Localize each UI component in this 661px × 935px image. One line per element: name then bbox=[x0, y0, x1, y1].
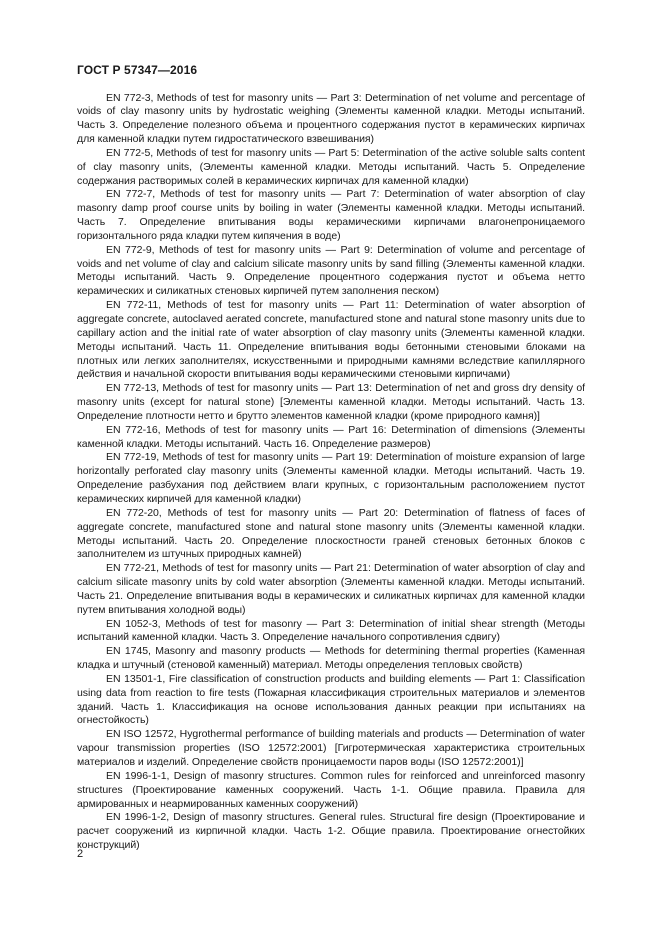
reference-en-1996-1-2: EN 1996-1-2, Design of masonry structures. General rules. Structural fire design (Проектирование и расчет сооружений из кирпичной кладки. Часть 1-2. Общие правила. Проектирование огнестойких конструкций) bbox=[77, 811, 585, 852]
reference-en-772-19: EN 772-19, Methods of test for masonry units — Part 19: Determination of moisture expansion of large horizontally perforated clay masonry units (Элементы каменной кладки. Методы испытаний. Часть 19. Определение разбухания под действием влаги крупных, с горизонтальным расположением пустот керамических кирпичей для каменной кладки) bbox=[77, 451, 585, 505]
reference-en-772-11: EN 772-11, Methods of test for masonry units — Part 11: Determination of water absorption of aggregate concrete, autoclaved aerated concrete, manufactured stone and natural stone masonry units due to capillary action and the initial rate of water absorption of clay masonry units (Элементы каменной кладки. Методы испытаний. Часть 11. Определение впитывания воды бетонными стеновыми блоками на плотных или легких заполнителях, искусственными и природными камнями вследствие капиллярного действия и начальной скорости впитывания воды керамическими стеновыми кирпичами) bbox=[77, 299, 585, 381]
reference-en-772-20: EN 772-20, Methods of test for masonry units — Part 20: Determination of flatness of faces of aggregate concrete, manufactured stone and natural stone masonry units (Элементы каменной кладки. Методы испытаний. Часть 20. Определение плоскостности граней стеновых бетонных блоков с заполнителем из штучных природных камней) bbox=[77, 506, 585, 561]
reference-en-1052-3: EN 1052-3, Methods of test for masonry — Part 3: Determination of initial shear strength (Методы испытаний каменной кладки. Часть 3. Определение начального сопротивления сдвигу) bbox=[77, 617, 585, 644]
reference-en-772-7: EN 772-7, Methods of test for masonry units — Part 7: Determination of water absorption of clay masonry damp proof course units by boiling in water (Элементы каменной кладки. Методы испытаний. Часть 7. Определение впитывания воды керамическими кирпичами влагонепроницаемого горизонтального ряда кладки путем кипячения в воде) bbox=[77, 188, 585, 242]
reference-en-1745: EN 1745, Masonry and masonry products — Methods for determining thermal properties (Каменная кладка и штучный (стеновой каменный) материал. Методы определения тепловых свойств) bbox=[77, 645, 585, 672]
reference-en-772-5: EN 772-5, Methods of test for masonry units — Part 5: Determination of the active soluble salts content of clay masonry units, (Элементы каменной кладки. Методы испытаний. Часть 5. Определение содержания растворимых солей в керамических кирпичах для каменной кладки) bbox=[77, 146, 585, 187]
reference-en-1996-1-1: EN 1996-1-1, Design of masonry structures. Common rules for reinforced and unreinforced masonry structures (Проектирование каменных сооружений. Часть 1-1. Общие правила. Правила для армированных и неармированных каменных сооружений) bbox=[77, 769, 585, 810]
reference-en-13501-1: EN 13501-1, Fire classification of construction products and building elements — Part 1: Classification using data from reaction to fire tests (Пожарная классификация строительных материалов и элементов зданий. Часть 1. Классификация на основе использования данных реакции при испытаниях на огнестойкость) bbox=[77, 672, 585, 727]
reference-en-772-21: EN 772-21, Methods of test for masonry units — Part 21: Determination of water absorption of clay and calcium silicate masonry units by cold water absorption (Элементы каменной кладки. Методы испытаний. Часть 21. Определение впитывания воды в керамических и силикатных кирпичах для каменной кладки путем впитывания холодной воды) bbox=[77, 562, 585, 616]
reference-en-772-13: EN 772-13, Methods of test for masonry units — Part 13: Determination of net and gross dry density of masonry units (except for natural stone) [Элементы каменной кладки. Методы испытаний. Часть 13. Определение плотности нетто и брутто элементов каменной кладки (кроме природного камня)] bbox=[77, 382, 585, 422]
document-header: ГОСТ Р 57347—2016 bbox=[77, 63, 198, 77]
reference-en-772-3: EN 772-3, Methods of test for masonry units — Part 3: Determination of net volume and percentage of voids of clay masonry units by hydrostatic weighing (Элементы каменной кладки. Методы испытаний. Часть 3. Определение полезного объема и процентного содержания пустот в керамических кирпичах для каменной кладки путем гидростатического взвешивания) bbox=[77, 91, 585, 146]
reference-en-772-16: EN 772-16, Methods of test for masonry units — Part 16: Determination of dimensions (Элементы каменной кладки. Методы испытаний. Часть 16. Определение размеров) bbox=[77, 423, 585, 450]
reference-en-iso-12572: EN ISO 12572, Hygrothermal performance of building materials and products — Determination of water vapour transmission properties (ISO 12572:2001) [Гигротермическая характеристика строительных материалов и изделий. Определение свойств проницаемости паров воды (ISO 12572:2001)] bbox=[77, 728, 585, 768]
reference-en-772-9: EN 772-9, Methods of test for masonry units — Part 9: Determination of volume and percentage of voids and net volume of clay and calcium silicate masonry units by sand filling (Элементы каменной кладки. Методы испытаний. Часть 9. Определение процентного содержания пустот и объема нетто керамических и силикатных стеновых кирпичей путем заполнения песком) bbox=[77, 243, 585, 298]
references-list bbox=[77, 92, 585, 853]
page-number: 2 bbox=[77, 848, 84, 860]
